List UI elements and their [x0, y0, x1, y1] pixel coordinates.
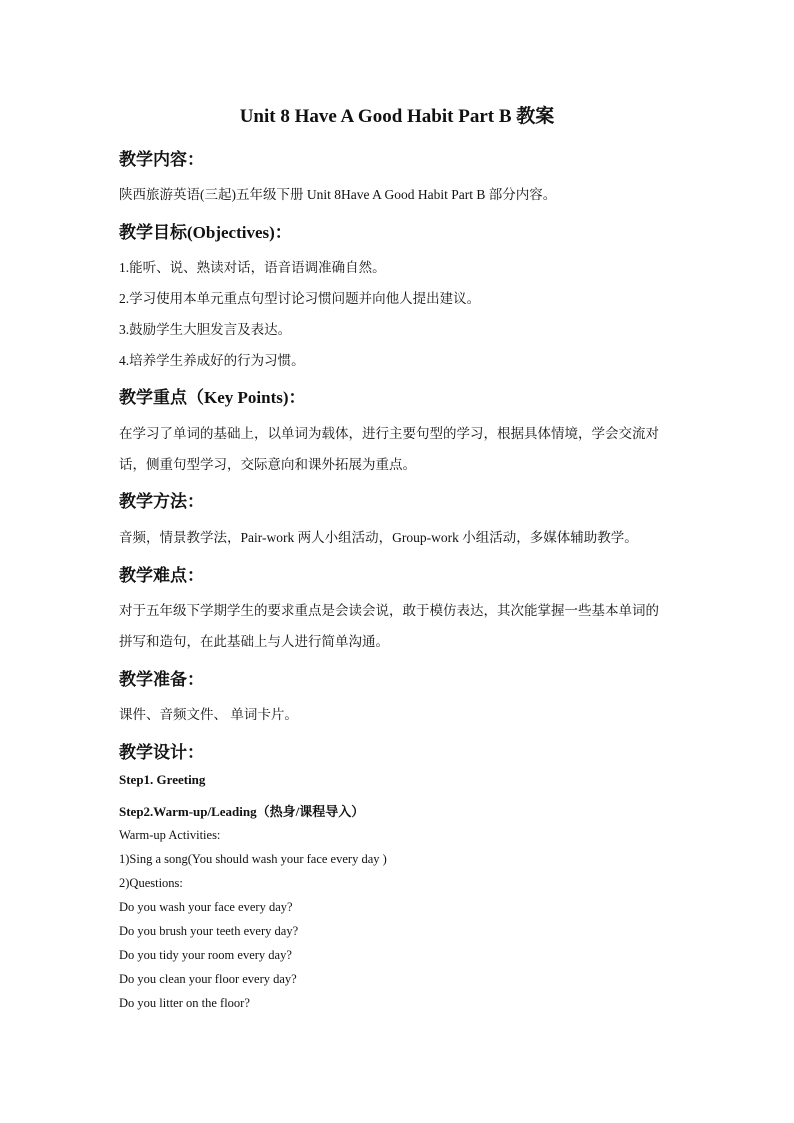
warmup-line: Do you clean your floor every day? [119, 972, 297, 986]
section-heading-difficulties: 教学难点： [119, 566, 204, 585]
keypoints-text-line: 话，侧重句型学习，交际意向和课外拓展为重点。 [119, 457, 416, 472]
objective-item: 4.培养学生养成好的行为习惯。 [119, 353, 305, 368]
section-heading-content: 教学内容： [119, 150, 204, 169]
warmup-line: Do you tidy your room every day? [119, 948, 292, 962]
content-text: 陕西旅游英语(三起)五年级下册 Unit 8Have A Good Habit Part B 部分内容。 [119, 187, 557, 202]
section-heading-objectives: 教学目标(Objectives)： [119, 223, 292, 242]
section-heading-design: 教学设计： [119, 743, 204, 762]
objective-item: 2.学习使用本单元重点句型讨论习惯问题并向他人提出建议。 [119, 291, 481, 306]
section-heading-keypoints: 教学重点（Key Points)： [119, 388, 306, 407]
step-heading: Step2.Warm-up/Leading（热身/课程导入） [119, 804, 365, 819]
warmup-line: Do you brush your teeth every day? [119, 924, 299, 938]
document-title: Unit 8 Have A Good Habit Part B 教案 [239, 106, 555, 127]
keypoints-text-line: 在学习了单词的基础上，以单词为载体，进行主要句型的学习，根据具体情境，学会交流对 [119, 426, 659, 441]
methods-text: 音频，情景教学法，Pair-work 两人小组活动，Group-work 小组活动，多媒体辅助教学。 [119, 530, 638, 545]
objective-item: 1.能听、说、熟读对话，语音语调准确自然。 [119, 260, 386, 275]
section-heading-methods: 教学方法： [119, 492, 204, 511]
preparation-text: 课件、音频文件、 单词卡片。 [119, 707, 298, 722]
warmup-line: Do you wash your face every day? [119, 900, 293, 914]
warmup-line: 2)Questions: [119, 876, 183, 890]
step-heading: Step1. Greeting [119, 772, 206, 787]
warmup-line: 1)Sing a song(You should wash your face every day ) [119, 852, 387, 866]
difficulties-text-line: 拼写和造句，在此基础上与人进行简单沟通。 [119, 634, 389, 649]
warmup-line: Warm-up Activities: [119, 828, 221, 842]
warmup-line: Do you litter on the floor? [119, 996, 250, 1010]
section-heading-preparation: 教学准备： [119, 670, 204, 689]
objective-item: 3.鼓励学生大胆发言及表达。 [119, 322, 292, 337]
difficulties-text-line: 对于五年级下学期学生的要求重点是会读会说，敢于模仿表达，其次能掌握一些基本单词的 [119, 603, 659, 618]
